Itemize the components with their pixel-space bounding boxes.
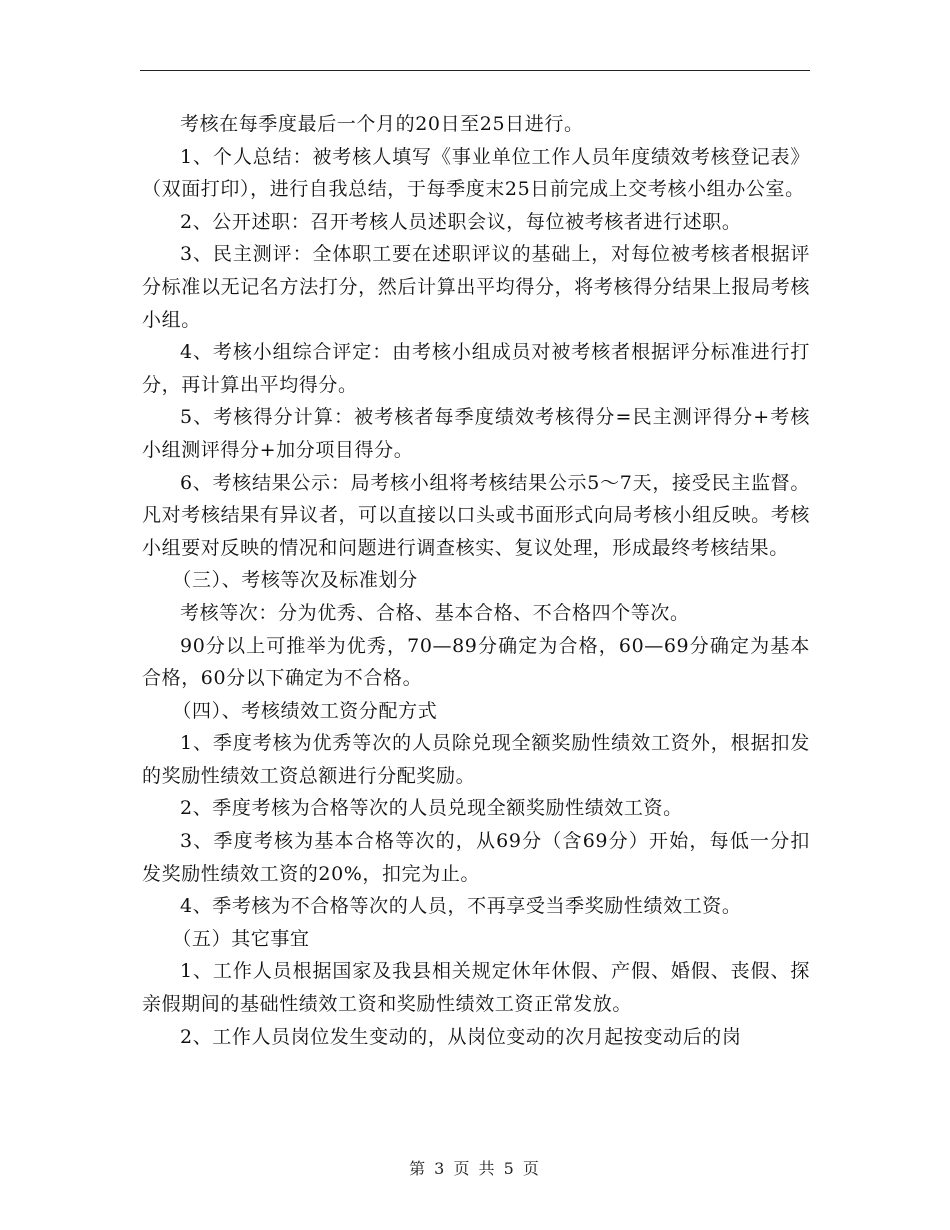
paragraph: 2、公开述职：召开考核人员述职会议，每位被考核者进行述职。 (180, 210, 742, 233)
section-heading: （四）、考核绩效工资分配方式 (172, 699, 438, 722)
header-rule (140, 70, 810, 71)
page-footer: 第 3 页 共 5 页 (409, 1159, 541, 1178)
paragraph: 考核等次：分为优秀、合格、基本合格、不合格四个等次。 (180, 601, 690, 624)
paragraph: 90分以上可推举为优秀，70—89分确定为合格，60—69分确定为基本合格，60分以下确定为不合格。 (142, 634, 810, 690)
paragraph: 5、考核得分计算：被考核者每季度绩效考核得分=民主测评得分+考核小组测评得分+加分项目得分。 (142, 406, 810, 461)
paragraph: 3、季度考核为基本合格等次的，从69分（含69分）开始，每低一分扣发奖励性绩效工资的20%，扣完为止。 (142, 830, 810, 885)
paragraph: 考核在每季度最后一个月的20日至25日进行。 (180, 113, 584, 135)
paragraph: 2、季度考核为合格等次的人员兑现全额奖励性绩效工资。 (180, 797, 683, 820)
paragraph: 2、工作人员岗位发生变动的，从岗位变动的次月起按变动后的岗 (180, 1025, 742, 1048)
paragraph: 6、考核结果公示：局考核小组将考核结果公示5～7天，接受民主监督。凡对考核结果有异议者，可以直接以口头或书面形式向局考核小组反映。考核小组要对反映的情况和问题进行调查核实、复议处理，形成最终考核结果。 (142, 471, 810, 559)
paragraph: 1、工作人员根据国家及我县相关规定休年休假、产假、婚假、丧假、探亲假期间的基础性绩效工资和奖励性绩效工资正常发放。 (142, 960, 810, 1016)
paragraph: 4、考核小组综合评定：由考核小组成员对被考核者根据评分标准进行打分，再计算出平均得分。 (142, 341, 810, 396)
paragraph: 3、民主测评：全体职工要在述职评议的基础上，对每位被考核者根据评分标准以无记名方法打分，然后计算出平均得分，将考核得分结果上报局考核小组。 (142, 243, 810, 331)
paragraph: 4、季考核为不合格等次的人员，不再享受当季奖励性绩效工资。 (180, 895, 742, 918)
section-heading: （五）其它事宜 (172, 927, 310, 950)
section-heading: （三）、考核等次及标准划分 (172, 569, 418, 592)
paragraph: 1、季度考核为优秀等次的人员除兑现全额奖励性绩效工资外，根据扣发的奖励性绩效工资总额进行分配奖励。 (142, 732, 810, 787)
paragraph: 1、个人总结：被考核人填写《事业单位工作人员年度绩效考核登记表》（双面打印），进行自我总结，于每季度末25日前完成上交考核小组办公室。 (142, 145, 810, 201)
document-body (142, 108, 810, 1053)
